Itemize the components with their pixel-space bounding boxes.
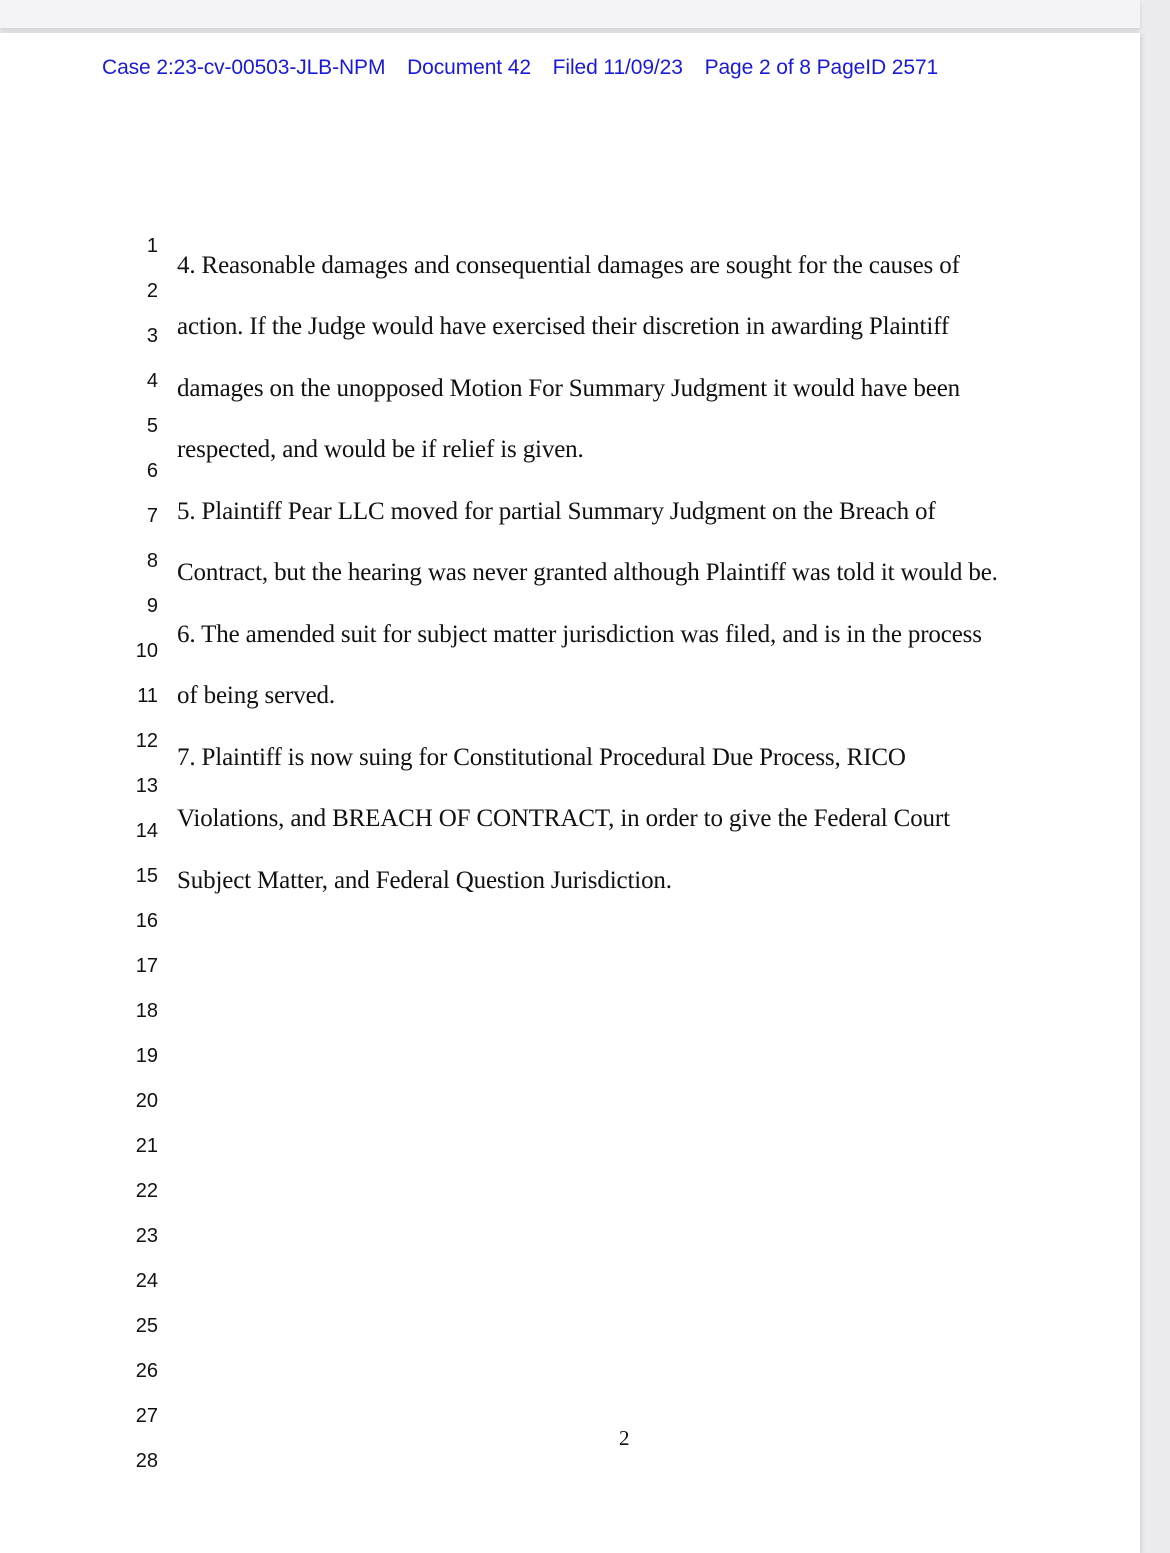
line-number: 23 xyxy=(135,1225,158,1247)
document-number: Document 42 xyxy=(407,56,531,79)
paragraph-7-line-3: Subject Matter, and Federal Question Jurisdiction. xyxy=(177,867,672,894)
line-number: 11 xyxy=(137,685,158,707)
paragraph-5-line-1: 5. Plaintiff Pear LLC moved for partial Summary Judgment on the Breach of xyxy=(177,498,936,525)
line-number: 12 xyxy=(135,730,158,752)
line-number: 3 xyxy=(146,325,158,347)
line-number: 5 xyxy=(146,415,158,437)
line-number: 27 xyxy=(135,1405,158,1427)
line-number: 6 xyxy=(146,460,158,482)
paragraph-6-line-2: of being served. xyxy=(177,682,335,709)
line-number: 15 xyxy=(135,865,158,887)
line-number: 10 xyxy=(135,640,158,662)
line-number: 17 xyxy=(135,955,158,977)
line-number: 19 xyxy=(135,1045,158,1067)
document-page xyxy=(0,33,1140,1553)
line-number: 18 xyxy=(135,1000,158,1022)
line-number: 24 xyxy=(135,1270,158,1292)
case-number: Case 2:23-cv-00503-JLB-NPM xyxy=(102,56,386,79)
line-number: 13 xyxy=(135,775,158,797)
paragraph-6-line-1: 6. The amended suit for subject matter jurisdiction was filed, and is in the process xyxy=(177,621,982,648)
paragraph-4-line-4: respected, and would be if relief is given. xyxy=(177,436,584,463)
line-number: 7 xyxy=(146,505,158,527)
line-number: 20 xyxy=(135,1090,158,1112)
line-number: 1 xyxy=(146,235,158,257)
paragraph-5-line-2: Contract, but the hearing was never granted although Plaintiff was told it would be. xyxy=(177,559,998,586)
paragraph-4-line-1: 4. Reasonable damages and consequential damages are sought for the causes of xyxy=(177,252,960,279)
line-number: 9 xyxy=(146,595,158,617)
line-number: 26 xyxy=(135,1360,158,1382)
line-number: 4 xyxy=(146,370,158,392)
line-number: 2 xyxy=(146,280,158,302)
previous-page-edge xyxy=(0,0,1140,28)
paragraph-7-line-2: Violations, and BREACH OF CONTRACT, in order to give the Federal Court xyxy=(177,805,950,832)
line-number: 21 xyxy=(135,1135,158,1157)
line-number: 25 xyxy=(135,1315,158,1337)
line-number: 14 xyxy=(135,820,158,842)
line-number: 8 xyxy=(146,550,158,572)
line-number: 22 xyxy=(135,1180,158,1202)
line-number: 16 xyxy=(135,910,158,932)
paragraph-7-line-1: 7. Plaintiff is now suing for Constitutional Procedural Due Process, RICO xyxy=(177,744,906,771)
page-id: Page 2 of 8 PageID 2571 xyxy=(704,56,939,79)
paragraph-4-line-2: action. If the Judge would have exercised their discretion in awarding Plaintiff xyxy=(177,313,950,340)
line-number: 28 xyxy=(135,1450,158,1472)
ecf-header xyxy=(102,56,954,80)
paragraph-4-line-3: damages on the unopposed Motion For Summary Judgment it would have been xyxy=(177,375,960,402)
filed-date: Filed 11/09/23 xyxy=(552,56,683,79)
page-number: 2 xyxy=(619,1426,630,1450)
